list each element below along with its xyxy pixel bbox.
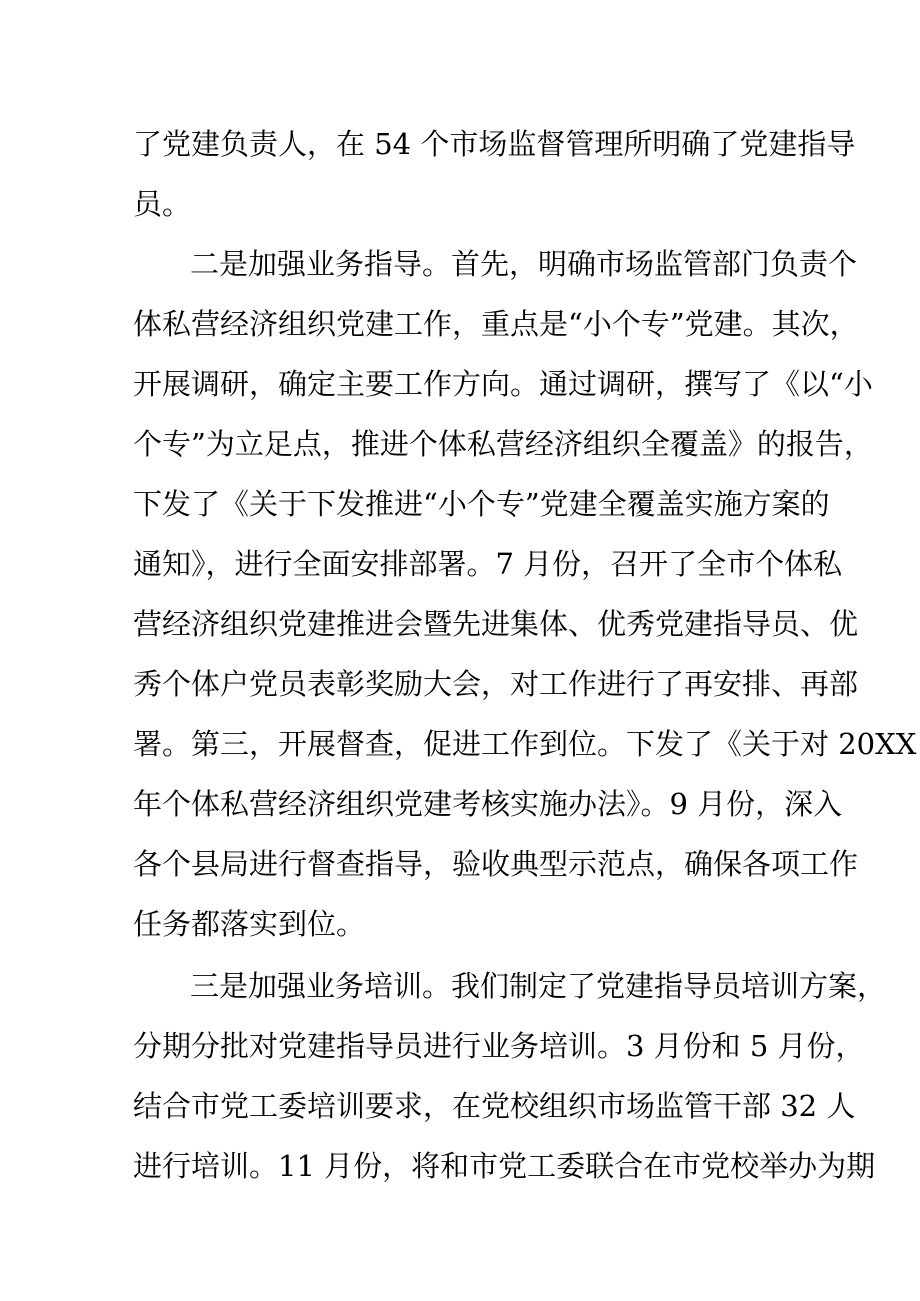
- text-line-content: 署。第三，开展督查，促进工作到位。下发了《关于对 20XX: [133, 727, 917, 761]
- text-line-content: 秀个体户党员表彰奖励大会，对工作进行了再安排、再部: [133, 667, 859, 701]
- text-line-content: 三是加强业务培训。我们制定了党建指导员培训方案，: [190, 969, 887, 1003]
- text-line-content: 各个县局进行督查指导，验收典型示范点，确保各项工作: [133, 847, 859, 881]
- text-line-content: 进行培训。11 月份，将和市党工委联合在市党校举办为期: [133, 1149, 876, 1183]
- text-line-content: 个专”为立足点，推进个体私营经济组织全覆盖》的报告，: [133, 427, 873, 461]
- text-line-content: 营经济组织党建推进会暨先进集体、优秀党建指导员、优: [133, 607, 859, 641]
- text-line-content: 通知》，进行全面安排部署。7 月份，召开了全市个体私: [133, 547, 843, 581]
- text-line-content: 分期分批对党建指导员进行业务培训。3 月份和 5 月份，: [133, 1029, 865, 1063]
- text-line-content: 了党建负责人，在 54 个市场监督管理所明确了党建指导: [133, 127, 856, 161]
- text-line-content: 二是加强业务指导。首先，明确市场监管部门负责个: [190, 247, 858, 281]
- text-line-content: 开展调研，确定主要工作方向。通过调研，撰写了《以“小: [133, 367, 873, 401]
- text-line-content: 下发了《关于下发推进“小个专”党建全覆盖实施方案的: [133, 487, 830, 521]
- text-line-content: 结合市党工委培训要求，在党校组织市场监管干部 32 人: [133, 1089, 856, 1123]
- text-line-content: 任务都落实到位。: [133, 907, 366, 941]
- text-line-content: 体私营经济组织党建工作，重点是“小个专”党建。其次，: [133, 307, 859, 341]
- text-line-content: 年个体私营经济组织党建考核实施办法》。9 月份，深入: [133, 787, 843, 821]
- text-line-content: 员。: [133, 187, 192, 221]
